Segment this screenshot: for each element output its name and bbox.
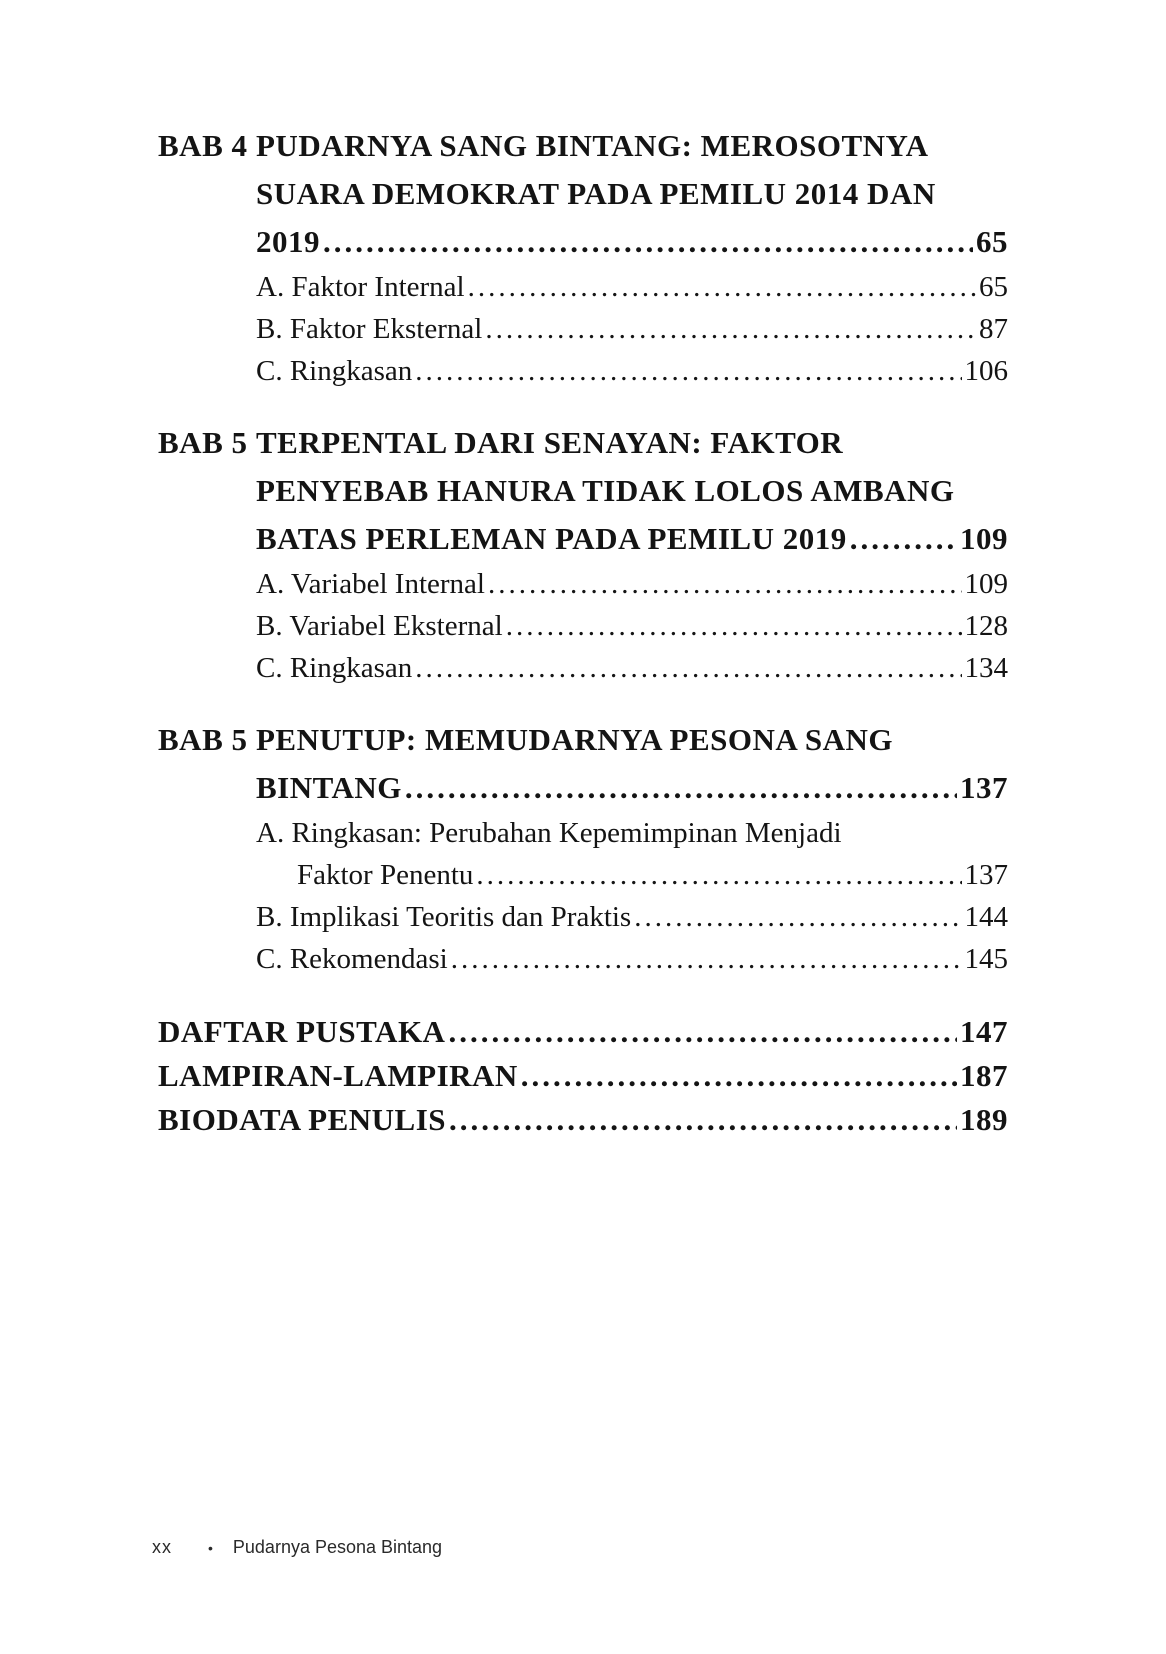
chapter-title-line: 2019 xyxy=(256,224,320,259)
chapter-body xyxy=(256,122,1008,392)
toc-entry-label: B. Implikasi Teoritis dan Praktis xyxy=(256,901,632,933)
bullet-icon: • xyxy=(208,1540,213,1556)
page-number: 87 xyxy=(979,313,1008,345)
dot-leader xyxy=(485,308,976,350)
toc-entry xyxy=(256,266,1008,308)
dot-leader xyxy=(448,1010,957,1054)
toc-entry xyxy=(256,563,1008,605)
dot-leader xyxy=(323,218,973,266)
toc-back-matter xyxy=(158,1010,1008,1142)
page-number: 147 xyxy=(960,1014,1008,1049)
folio-page-number: xx xyxy=(152,1537,172,1557)
chapter-body xyxy=(256,716,1008,980)
chapter-title-line: BATAS PERLEMAN PADA PEMILU 2019 xyxy=(256,521,847,556)
toc-entry xyxy=(256,647,1008,689)
chapter-label: BAB 5 xyxy=(158,425,248,460)
toc-entry-label: C. Rekomendasi xyxy=(256,943,448,975)
dot-leader xyxy=(634,896,961,938)
page-number: 65 xyxy=(979,271,1008,303)
toc-entry xyxy=(256,350,1008,392)
toc-entry xyxy=(256,896,1008,938)
chapter-title-line: SUARA DEMOKRAT PADA PEMILU 2014 DAN xyxy=(256,176,936,211)
toc-entry-label: LAMPIRAN-LAMPIRAN xyxy=(158,1058,518,1093)
page-number: 109 xyxy=(964,568,1008,600)
toc-entry-daftar-pustaka xyxy=(158,1010,1008,1054)
toc-entry-label: Faktor Penentu xyxy=(297,859,474,891)
page-number: 187 xyxy=(960,1058,1008,1093)
dot-leader xyxy=(468,266,976,308)
chapter-title-page-row xyxy=(256,218,1008,266)
page-number: 106 xyxy=(964,355,1008,387)
toc-entry-lampiran xyxy=(158,1054,1008,1098)
toc-entry-label: C. Ringkasan xyxy=(256,652,413,684)
toc-entry-biodata xyxy=(158,1098,1008,1142)
dot-leader xyxy=(488,563,962,605)
chapter-title-line: TERPENTAL DARI SENAYAN: FAKTOR xyxy=(256,425,844,460)
dot-leader xyxy=(850,515,957,563)
chapter-body xyxy=(256,419,1008,689)
toc-entry-wrapped xyxy=(256,812,1008,896)
dot-leader xyxy=(405,764,957,812)
page-number: 134 xyxy=(964,652,1008,684)
page-number: 65 xyxy=(976,224,1008,259)
page-number: 137 xyxy=(964,859,1008,891)
chapter-title-page-row xyxy=(256,515,1008,563)
dot-leader xyxy=(415,647,961,689)
toc-entry xyxy=(256,605,1008,647)
chapter-title-line: PENYEBAB HANURA TIDAK LOLOS AMBANG xyxy=(256,473,955,508)
toc-chapter-bab4 xyxy=(158,122,1008,392)
chapter-label: BAB 4 xyxy=(158,128,248,163)
page-number: 128 xyxy=(964,610,1008,642)
page-number: 137 xyxy=(960,770,1008,805)
dot-leader xyxy=(449,1098,957,1142)
toc-chapter-penutup xyxy=(158,716,1008,980)
toc-entry xyxy=(256,938,1008,980)
table-of-contents xyxy=(158,122,1008,1142)
page-number: 145 xyxy=(964,943,1008,975)
page-number: 109 xyxy=(960,521,1008,556)
chapter-title-page-row xyxy=(256,764,1008,812)
toc-entry-label: A. Variabel Internal xyxy=(256,568,485,600)
page-number: 189 xyxy=(960,1102,1008,1137)
toc-entry-line: A. Ringkasan: Perubahan Kepemimpinan Menjadi xyxy=(256,817,842,849)
running-title: Pudarnya Pesona Bintang xyxy=(232,1537,443,1557)
toc-entry-label: A. Faktor Internal xyxy=(256,271,465,303)
toc-entry-label: C. Ringkasan xyxy=(256,355,413,387)
toc-entry-label: B. Faktor Eksternal xyxy=(256,313,483,345)
toc-entry-label: DAFTAR PUSTAKA xyxy=(158,1014,446,1049)
page-footer xyxy=(152,1537,442,1558)
dot-leader xyxy=(506,605,962,647)
toc-entry-label: BIODATA PENULIS xyxy=(158,1102,446,1137)
toc-entry-label: B. Variabel Eksternal xyxy=(256,610,503,642)
chapter-title-line: PENUTUP: MEMUDARNYA PESONA SANG xyxy=(256,722,893,757)
toc-entry-continuation xyxy=(256,854,1008,896)
toc-entry xyxy=(256,308,1008,350)
dot-leader xyxy=(451,938,962,980)
toc-chapter-bab5 xyxy=(158,419,1008,689)
chapter-label: BAB 5 xyxy=(158,722,248,757)
dot-leader xyxy=(476,854,961,896)
dot-leader xyxy=(521,1054,957,1098)
chapter-title-line: BINTANG xyxy=(256,770,402,805)
dot-leader xyxy=(415,350,961,392)
chapter-title-line: PUDARNYA SANG BINTANG: MEROSOTNYA xyxy=(256,128,929,163)
page-number: 144 xyxy=(964,901,1008,933)
